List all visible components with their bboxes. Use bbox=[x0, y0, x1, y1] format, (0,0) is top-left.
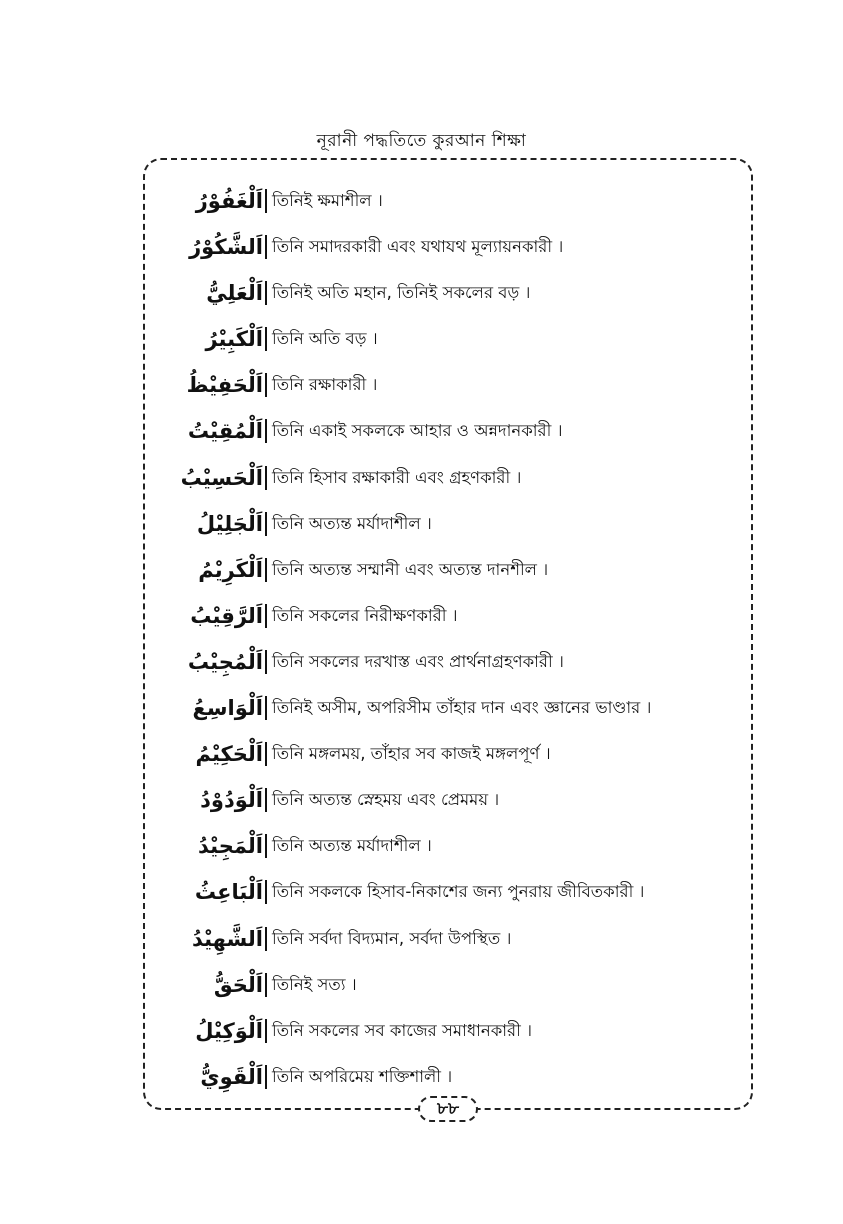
bengali-meaning: তিনি অত্যন্ত মর্যাদাশীল । bbox=[272, 836, 432, 856]
arabic-name: اَلْبَاعِثُ bbox=[194, 880, 263, 905]
bengali-meaning: তিনি অত্যন্ত সম্মানী এবং অত্যন্ত দানশীল । bbox=[272, 559, 549, 579]
arabic-name: اَلْوَكِيْلُ bbox=[195, 1018, 263, 1043]
name-row bbox=[0, 362, 843, 408]
names-list bbox=[0, 178, 843, 1100]
name-row bbox=[0, 1054, 843, 1100]
name-row bbox=[0, 178, 843, 224]
name-row bbox=[0, 316, 843, 362]
bengali-meaning: তিনি অপরিমেয় শক্তিশালী । bbox=[272, 1066, 453, 1086]
separator-bar bbox=[265, 604, 267, 628]
separator-bar bbox=[265, 558, 267, 582]
separator-bar bbox=[265, 927, 267, 951]
name-row bbox=[0, 916, 843, 962]
arabic-name: اَلْكَبِيْرُ bbox=[205, 327, 263, 352]
bengali-meaning: তিনিই অতি মহান, তিনিই সকলের বড় । bbox=[272, 283, 531, 303]
bengali-meaning: তিনি অত্যন্ত মর্যাদাশীল । bbox=[272, 513, 432, 533]
name-row bbox=[0, 685, 843, 731]
bengali-meaning: তিনি সমাদরকারী এবং যথাযথ মূল্যায়নকারী । bbox=[272, 237, 564, 257]
bengali-meaning: তিনি সকলের নিরীক্ষণকারী । bbox=[272, 605, 458, 625]
bengali-meaning: তিনি একাই সকলকে আহার ও অন্নদানকারী । bbox=[272, 421, 563, 441]
name-row bbox=[0, 731, 843, 777]
bengali-meaning: তিনি রক্ষাকারী । bbox=[272, 375, 378, 395]
bengali-meaning: তিনি অতি বড় । bbox=[272, 329, 378, 349]
arabic-name: اَلْغَفُوْرُ bbox=[195, 189, 263, 213]
name-row bbox=[0, 270, 843, 316]
name-row bbox=[0, 408, 843, 454]
arabic-name: اَلشَّكُوْرُ bbox=[189, 235, 263, 260]
separator-bar bbox=[265, 788, 267, 812]
name-row bbox=[0, 823, 843, 869]
arabic-name: اَلْكَرِيْمُ bbox=[198, 557, 263, 582]
name-row bbox=[0, 1008, 843, 1054]
separator-bar bbox=[265, 973, 267, 997]
bengali-meaning: তিনি সর্বদা বিদ্যমান, সর্বদা উপস্থিত । bbox=[272, 928, 512, 948]
separator-bar bbox=[265, 419, 267, 443]
arabic-name: اَلْمُقِيْتُ bbox=[187, 419, 263, 444]
arabic-name: اَلرَّقِيْبُ bbox=[190, 603, 263, 628]
bengali-meaning: তিনিই অসীম, অপরিসীম তাঁহার দান এবং জ্ঞানের ভাণ্ডার । bbox=[272, 698, 652, 718]
separator-bar bbox=[265, 512, 267, 536]
bengali-meaning: তিনি সকলের সব কাজের সমাধানকারী । bbox=[272, 1020, 532, 1040]
separator-bar bbox=[265, 1019, 267, 1043]
separator-bar bbox=[265, 373, 267, 397]
separator-bar bbox=[265, 189, 267, 213]
name-row bbox=[0, 869, 843, 915]
arabic-name: اَلْقَوِيُّ bbox=[200, 1064, 263, 1089]
name-row bbox=[0, 593, 843, 639]
arabic-name: اَلْوَاسِعُ bbox=[192, 696, 263, 721]
bengali-meaning: তিনি সকলের দরখাস্ত এবং প্রার্থনাগ্রহণকারী । bbox=[272, 651, 564, 671]
arabic-name: اَلْحَقُّ bbox=[213, 972, 263, 997]
separator-bar bbox=[265, 281, 267, 305]
name-row bbox=[0, 224, 843, 270]
arabic-name: اَلْوَدُوْدُ bbox=[200, 788, 263, 813]
separator-bar bbox=[265, 327, 267, 351]
bengali-meaning: তিনি মঙ্গলময়, তাঁহার সব কাজই মঙ্গলপূর্ণ । bbox=[272, 744, 551, 764]
name-row bbox=[0, 547, 843, 593]
separator-bar bbox=[265, 1065, 267, 1089]
name-row bbox=[0, 455, 843, 501]
arabic-name: اَلْحَسِيْبُ bbox=[180, 465, 263, 490]
separator-bar bbox=[265, 742, 267, 766]
arabic-name: اَلْحَكِيْمُ bbox=[195, 742, 263, 767]
arabic-name: اَلْحَفِيْظُ bbox=[186, 373, 263, 398]
bengali-meaning: তিনিই ক্ষমাশীল । bbox=[272, 191, 383, 210]
page-header-title: নূরানী পদ্ধতিতে কুরআন শিক্ষা bbox=[316, 131, 527, 151]
separator-bar bbox=[265, 466, 267, 490]
name-row bbox=[0, 962, 843, 1008]
separator-bar bbox=[265, 650, 267, 674]
separator-bar bbox=[265, 834, 267, 858]
arabic-name: اَلْجَلِيْلُ bbox=[196, 511, 263, 536]
arabic-name: اَلْمَجِيْدُ bbox=[198, 834, 263, 859]
separator-bar bbox=[265, 880, 267, 904]
arabic-name: اَلْعَلِيُّ bbox=[206, 281, 263, 306]
bengali-meaning: তিনি অত্যন্ত স্নেহময় এবং প্রেমময় । bbox=[272, 790, 500, 810]
arabic-name: اَلْمُجِيْبُ bbox=[187, 649, 263, 674]
arabic-name: اَلشَّهِيْدُ bbox=[191, 926, 263, 951]
bengali-meaning: তিনিই সত্য । bbox=[272, 974, 357, 994]
bengali-meaning: তিনি হিসাব রক্ষাকারী এবং গ্রহণকারী । bbox=[272, 467, 522, 487]
name-row bbox=[0, 639, 843, 685]
name-row bbox=[0, 501, 843, 547]
bengali-meaning: তিনি সকলকে হিসাব-নিকাশের জন্য পুনরায় জীবিতকারী । bbox=[272, 882, 645, 902]
name-row bbox=[0, 777, 843, 823]
separator-bar bbox=[265, 696, 267, 720]
page-number-badge: ৮৮ bbox=[418, 1096, 478, 1122]
separator-bar bbox=[265, 235, 267, 259]
